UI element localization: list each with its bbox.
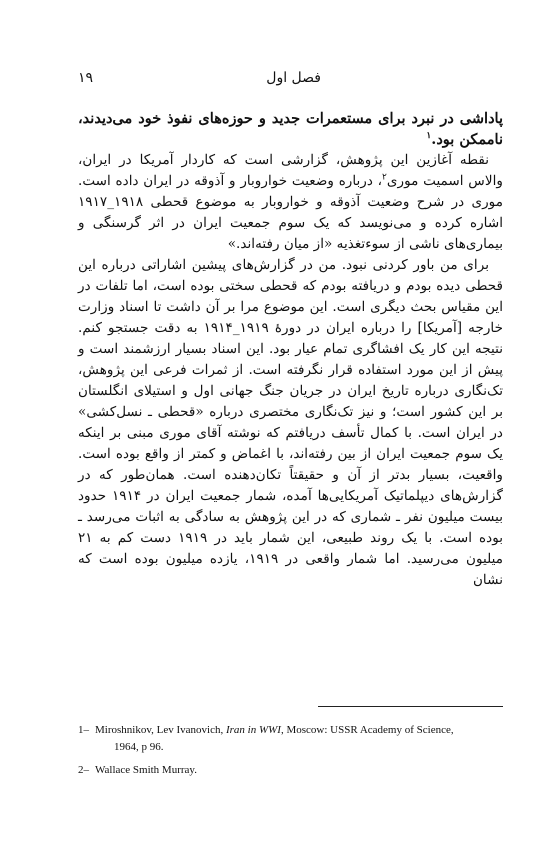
footnote-text: Miroshnikov, Lev Ivanovich, [95,724,224,736]
paragraph-text: برای من باور کردنی نبود. من در گزارش‌های پیشین اشاراتی درباره این قحطی دیده بودم و دریافته بودم که قحطی سختی بوده است، اما تلفات در این مقیاس بحث دیگری است. این موضوع مرا بر آن داشت تا اسناد وزارت خارجه [آمریکا] را درباره ایران در دورهٔ ۱۹۱۹_۱۹۱۴ به دقت جستجو کنم. نتیجه این کار یک افشاگری تمام عیار بود. این اسناد بسیار ارزشمند است و پیش از این مورد استفاده قرار نگرفته است. از ثمرات فرعی این پژوهش، تک‌نگاری درباره تاریخ ایران در جریان جنگ جهانی اول و استیلای انگلستان بر این کشور است؛ و نیز تک‌نگاری مختصری درباره «قحطی ـ نسل‌کشی» در ایران است. با کمال تأسف دریافتم که نوشته آقای موری مبنی بر اینکه یک سوم جمعیت ایران از بین رفته‌اند، با اغماض و کمتر از واقع بوده است. واقعیت، بسیار بدتر از آن و حقیقتاً تکان‌دهنده است. همان‌طور که در گزارش‌های دیپلماتیک آمریکایی‌ها آمده، شمار جمعیت ایران در ۱۹۱۴ حدود بیست میلیون نفر ـ شماری که در این پژوهش به سادگی به اثبات می‌رسد ـ بوده است. با یک روند طبیعی، این شمار باید در ۱۹۱۹ دست کم به ۲۱ میلیون می‌رسید. اما شمار واقعی در ۱۹۱۹، یازده میلیون بوده است که نشان [78,257,504,588]
paragraph-text: ، درباره وضعیت خواروبار و آذوقه در ایران داده است. موری در شرح وضعیت آذوقه و خواروبار به موضوع قحطی ۱۹۱۸_۱۹۱۷ اشاره کرده و می‌نویسد که یک سوم جمعیت ایران در اثر گرسنگی و بیماری‌های ناشی از سوءتغذیه «از میان رفته‌اند.» [78,173,503,252]
footnote-continuation: 1964, p 96. [114,741,164,753]
footnote [78,762,503,779]
chapter-title: فصل اول [266,70,321,86]
heading-text: پاداشی در نبرد برای مستعمرات جدید و حوزه‌های نفوذ خود می‌دیدند، ناممکن بود. [78,110,503,148]
footnote-title: Iran in WWI [225,724,281,736]
page-header [78,70,501,92]
section-heading [78,108,503,150]
footnote [78,722,503,756]
footnote-ref: ۲ [382,172,387,183]
footnote-number: 2– [78,764,89,776]
paragraph [78,150,503,255]
footnote-divider [318,706,503,707]
footnote-ref: ۱ [426,131,432,142]
paragraph-text: نقطه آغازین این پژوهش، گزارشی است که کاردار آمریکا در ایران، والاس اسمیت موری [78,152,503,189]
footnote-number: 1– [78,724,89,736]
body-text [78,108,503,591]
paragraph [78,255,503,591]
footnote-text: , Moscow: USSR Academy of Science, [280,724,454,736]
footnote-text: Wallace Smith Murray. [95,764,197,776]
footnotes [78,722,503,785]
page-number: ۱۹ [78,70,94,86]
